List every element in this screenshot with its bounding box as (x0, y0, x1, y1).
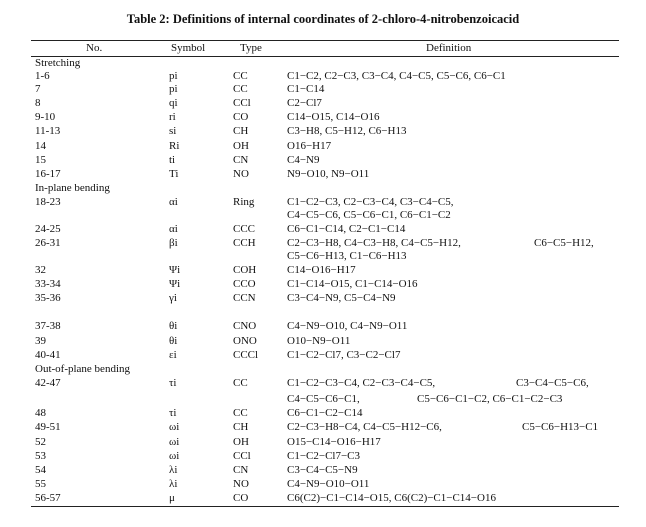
table-row (0, 320, 646, 333)
cell-definition: C2−C3−H8, C4−C3−H8, C4−C5−H12, (287, 237, 461, 249)
cell-symbol: εi (169, 349, 177, 361)
table-bottom-rule (31, 506, 619, 507)
header-symbol: Symbol (171, 42, 206, 54)
table-row (0, 464, 646, 477)
cell-type: CN (233, 464, 249, 476)
cell-no: 7 (35, 83, 41, 95)
table-row (0, 478, 646, 491)
table-row (0, 292, 646, 305)
cell-definition: C4−C5−C6−C1, (287, 393, 360, 405)
cell-definition: C4−C5−C6, C5−C6−C1, C6−C1−C2 (287, 209, 451, 221)
table-header (0, 42, 646, 55)
table-row (0, 306, 646, 319)
cell-type: CC (233, 407, 248, 419)
cell-definition: C14−O15, C14−O16 (287, 111, 380, 123)
cell-no: 24-25 (35, 223, 61, 235)
cell-no: 1-6 (35, 70, 50, 82)
cell-type: CCl (233, 450, 251, 462)
cell-no: 37-38 (35, 320, 61, 332)
cell-no: 35-36 (35, 292, 61, 304)
cell-no: 14 (35, 140, 46, 152)
cell-type: CH (233, 125, 249, 137)
cell-symbol: αi (169, 196, 178, 208)
cell-symbol: ri (169, 111, 176, 123)
cell-definition: O10−N9−O11 (287, 335, 351, 347)
cell-no: 8 (35, 97, 41, 109)
cell-symbol: θi (169, 320, 178, 332)
cell-type: Ring (233, 196, 255, 208)
cell-symbol: βi (169, 237, 178, 249)
cell-symbol: τi (169, 377, 177, 389)
cell-definition-cont: C5−C6−H13−C1 (522, 421, 599, 433)
cell-definition: C4−N9−O10−O11 (287, 478, 370, 490)
cell-definition: C3−C4−C5−N9 (287, 464, 358, 476)
cell-symbol: pi (169, 70, 178, 82)
cell-definition: C14−O16−H17 (287, 264, 356, 276)
cell-symbol: ωi (169, 450, 180, 462)
cell-definition: C1−C2, C2−C3, C3−C4, C4−C5, C5−C6, C6−C1 (287, 70, 506, 82)
header-type: Type (240, 42, 262, 54)
cell-no: 40-41 (35, 349, 61, 361)
cell-type: CC (233, 83, 248, 95)
table-row (0, 223, 646, 236)
cell-type: CCO (233, 278, 256, 290)
cell-type: CN (233, 154, 249, 166)
table-row (0, 237, 646, 250)
cell-symbol: Ti (169, 168, 179, 180)
cell-type: CO (233, 111, 249, 123)
cell-definition: C1−C14 (287, 83, 325, 95)
header-definition: Definition (426, 42, 472, 54)
cell-no: 11-13 (35, 125, 61, 137)
table-row (0, 196, 646, 209)
cell-type: CC (233, 377, 248, 389)
table-row (0, 377, 646, 390)
cell-no: 53 (35, 450, 46, 462)
cell-no: 18-23 (35, 196, 61, 208)
header-no: No. (86, 42, 103, 54)
cell-no: 9-10 (35, 111, 56, 123)
cell-no: 54 (35, 464, 46, 476)
table-row (0, 450, 646, 463)
table-row (0, 264, 646, 277)
cell-no: 32 (35, 264, 46, 276)
cell-symbol: λi (169, 464, 178, 476)
cell-definition: C2−Cl7 (287, 97, 322, 109)
cell-symbol: Ri (169, 140, 180, 152)
cell-definition: C5−C6−H13, C1−C6−H13 (287, 250, 407, 262)
cell-definition: C1−C2−C3, C2−C3−C4, C3−C4−C5, (287, 196, 454, 208)
section-label: Out-of-plane bending (35, 363, 130, 375)
cell-definition-cont: C6−C5−H12, (534, 237, 594, 249)
cell-symbol: Ψi (169, 278, 181, 290)
section-row (0, 363, 646, 376)
cell-symbol: λi (169, 478, 178, 490)
cell-symbol: θi (169, 335, 178, 347)
cell-definition-cont: C3−C4−C5−C6, (516, 377, 589, 389)
cell-symbol: ωi (169, 436, 180, 448)
cell-definition: C1−C2−C3−C4, C2−C3−C4−C5, (287, 377, 436, 389)
cell-type: ONO (233, 335, 257, 347)
cell-no: 56-57 (35, 492, 61, 504)
cell-type: CH (233, 421, 249, 433)
cell-no: 49-51 (35, 421, 61, 433)
cell-no: 39 (35, 335, 46, 347)
cell-symbol: τi (169, 407, 177, 419)
table-row (0, 209, 646, 222)
table-row (0, 393, 646, 406)
cell-no: 55 (35, 478, 46, 490)
cell-symbol: ti (169, 154, 176, 166)
cell-symbol: γi (169, 292, 177, 304)
cell-definition-cont: C5−C6−C1−C2, C6−C1−C2−C3 (417, 393, 563, 405)
cell-no: 33-34 (35, 278, 61, 290)
table-row (0, 83, 646, 96)
cell-type: CCN (233, 292, 256, 304)
cell-type: CCl (233, 97, 251, 109)
cell-definition: O15−C14−O16−H17 (287, 436, 381, 448)
table-title: Table 2: Definitions of internal coordinates of 2-chloro-4-nitrobenzoicacid (126, 12, 520, 26)
table-row (0, 111, 646, 124)
table-row (0, 70, 646, 83)
cell-symbol: Ψi (169, 264, 181, 276)
cell-definition: C3−H8, C5−H12, C6−H13 (287, 125, 407, 137)
cell-type: OH (233, 436, 249, 448)
cell-symbol: μ (169, 492, 175, 504)
cell-definition: C4−N9 (287, 154, 320, 166)
table-row (0, 407, 646, 420)
cell-definition: O16−H17 (287, 140, 332, 152)
cell-definition: C4−N9−O10, C4−N9−O11 (287, 320, 408, 332)
table-row (0, 436, 646, 449)
section-label: Stretching (35, 57, 81, 69)
cell-no: 48 (35, 407, 46, 419)
cell-definition: C1−C2−Cl7, C3−C2−Cl7 (287, 349, 401, 361)
cell-definition: N9−O10, N9−O11 (287, 168, 370, 180)
table-row (0, 492, 646, 505)
table-row (0, 278, 646, 291)
cell-type: OH (233, 140, 249, 152)
cell-definition: C6−C1−C14, C2−C1−C14 (287, 223, 406, 235)
cell-no: 15 (35, 154, 46, 166)
cell-symbol: qi (169, 97, 178, 109)
table-row (0, 97, 646, 110)
table-row (0, 154, 646, 167)
cell-type: NO (233, 168, 249, 180)
table-row (0, 335, 646, 348)
cell-definition: C3−C4−N9, C5−C4−N9 (287, 292, 396, 304)
cell-type: CC (233, 70, 248, 82)
cell-definition: C1−C14−O15, C1−C14−O16 (287, 278, 418, 290)
cell-definition: C6(C2)−C1−C14−O15, C6(C2)−C1−C14−O16 (287, 492, 496, 504)
cell-symbol: si (169, 125, 177, 137)
cell-type: CCH (233, 237, 256, 249)
cell-type: CNO (233, 320, 257, 332)
cell-no: 52 (35, 436, 46, 448)
cell-no: 26-31 (35, 237, 61, 249)
section-label: In-plane bending (35, 182, 110, 194)
cell-no: 16-17 (35, 168, 61, 180)
cell-symbol: ωi (169, 421, 180, 433)
cell-type: CO (233, 492, 249, 504)
table-row (0, 421, 646, 434)
table-row (0, 140, 646, 153)
cell-type: NO (233, 478, 249, 490)
table-top-rule (31, 40, 619, 41)
cell-definition: C2−C3−H8−C4, C4−C5−H12−C6, (287, 421, 442, 433)
cell-symbol: αi (169, 223, 178, 235)
cell-symbol: pi (169, 83, 178, 95)
cell-type: COH (233, 264, 257, 276)
table-row (0, 125, 646, 138)
cell-no: 42-47 (35, 377, 61, 389)
table-row (0, 250, 646, 263)
cell-type: CCC (233, 223, 256, 235)
cell-type: CCCl (233, 349, 259, 361)
table-row (0, 349, 646, 362)
section-row (0, 182, 646, 195)
cell-definition: C1−C2−Cl7−C3 (287, 450, 361, 462)
section-row (0, 57, 646, 70)
table-row (0, 168, 646, 181)
cell-definition: C6−C1−C2−C14 (287, 407, 363, 419)
